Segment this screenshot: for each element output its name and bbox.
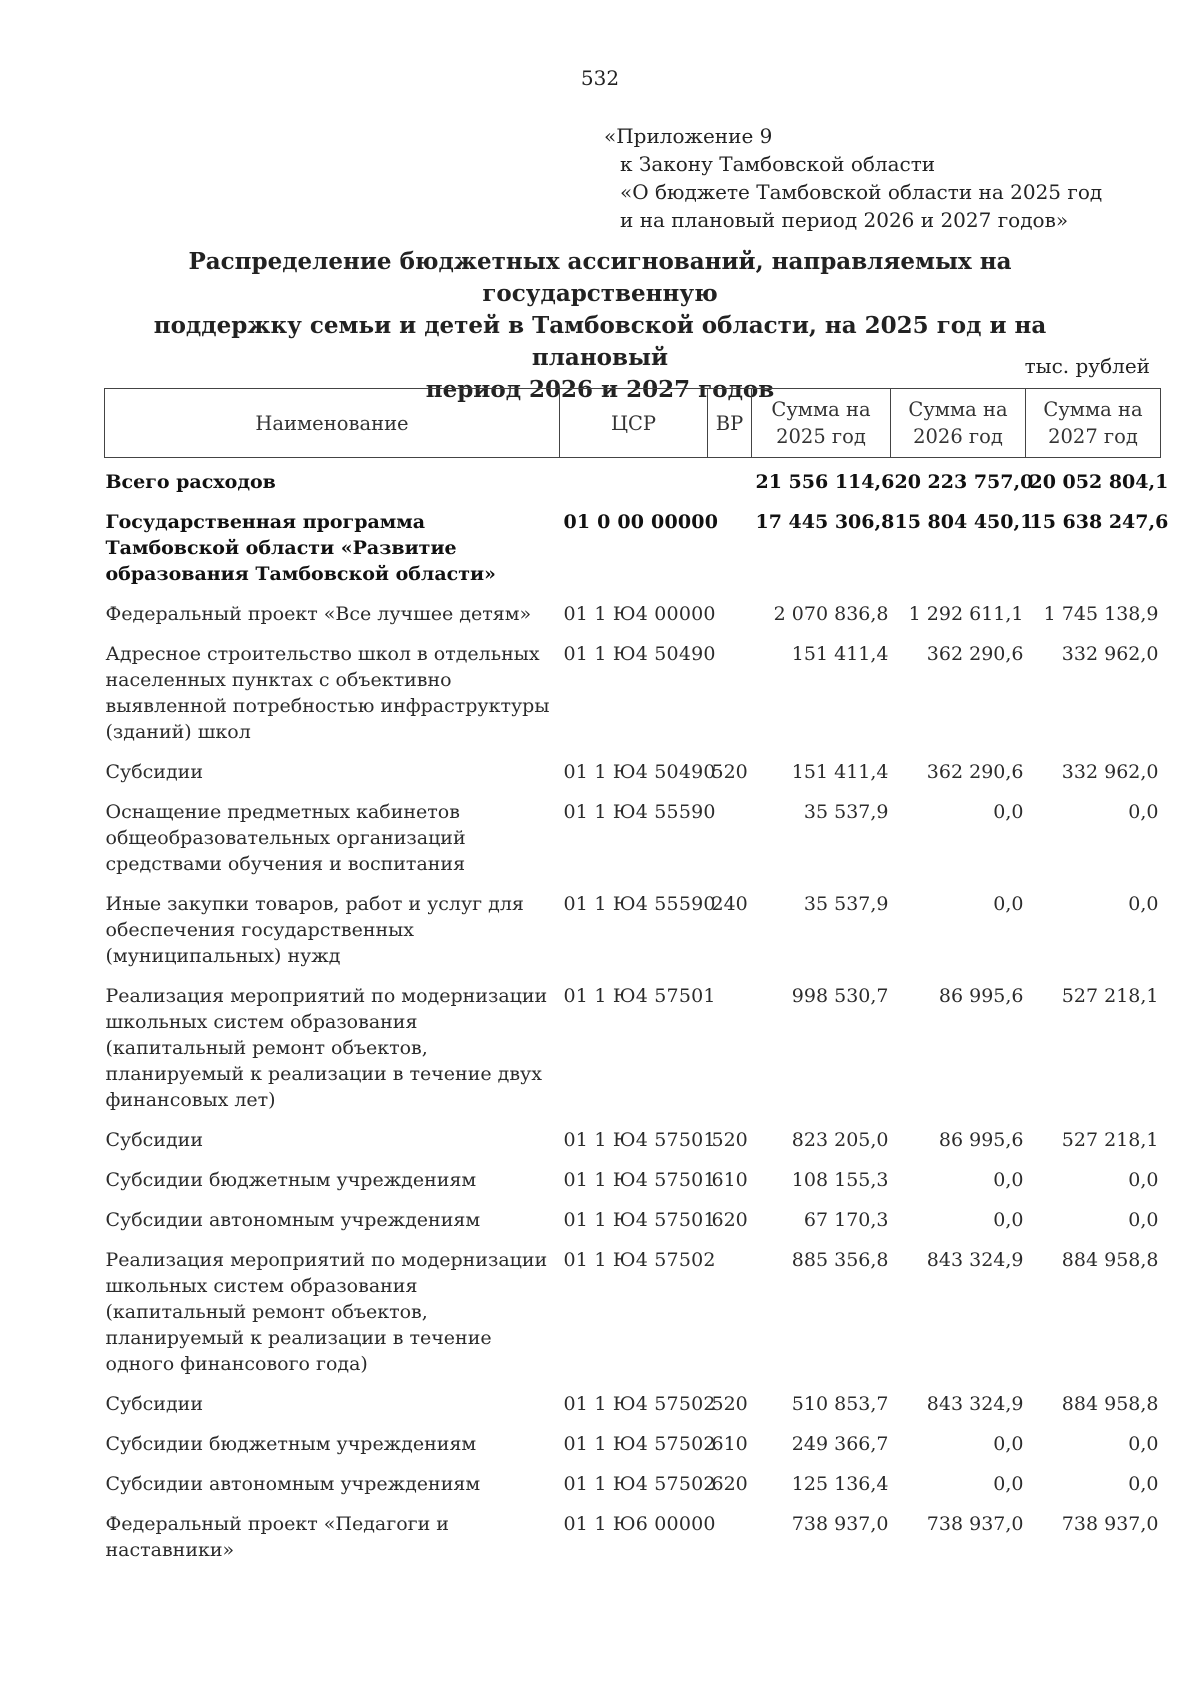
row-sum-2025: 67 170,3 xyxy=(803,1209,889,1231)
row-sum-2026: 362 290,6 xyxy=(926,643,1024,665)
row-sum-2025: 738 937,0 xyxy=(791,1513,889,1535)
row-name: Иные закупки товаров, работ и услуг для обеспечения государственных (муниципальных) нужд xyxy=(105,893,524,967)
row-name: Государственная программа Тамбовской области «Развитие образования Тамбовской области» xyxy=(105,511,496,585)
row-sum-2025: 249 366,7 xyxy=(791,1433,889,1455)
table-row xyxy=(105,1164,1161,1196)
header-2027-line1: Сумма на xyxy=(1043,398,1143,421)
row-sum-2026: 843 324,9 xyxy=(926,1393,1024,1415)
row-vr: 610 xyxy=(711,1433,748,1455)
row-sum-2025: 35 537,9 xyxy=(803,893,889,915)
row-sum-2026: 15 804 450,1 xyxy=(894,511,1034,533)
row-sum-2025: 17 445 306,8 xyxy=(755,511,895,533)
appendix-line: «О бюджете Тамбовской области на 2025 год xyxy=(620,180,1103,204)
row-sum-2026: 0,0 xyxy=(993,1433,1024,1455)
row-sum-2026: 1 292 611,1 xyxy=(908,603,1024,625)
header-csr: ЦСР xyxy=(560,389,708,458)
row-name: Субсидии xyxy=(105,761,203,783)
header-2025-line2: 2025 год xyxy=(776,425,866,448)
row-sum-2026: 362 290,6 xyxy=(926,761,1024,783)
row-sum-2027: 0,0 xyxy=(1128,1209,1159,1231)
row-csr: 01 1 Ю4 57502 xyxy=(563,1249,716,1271)
row-vr: 610 xyxy=(711,1169,748,1191)
row-sum-2025: 998 530,7 xyxy=(791,985,889,1007)
row-sum-2025: 510 853,7 xyxy=(791,1393,889,1415)
row-csr: 01 1 Ю4 57501 xyxy=(563,1169,716,1191)
row-sum-2025: 21 556 114,6 xyxy=(755,471,895,493)
row-name: Реализация мероприятий по модернизации школьных систем образования (капитальный ремонт объектов, планируемый к реализации в течение одного финансового года) xyxy=(105,1249,548,1375)
row-sum-2026: 0,0 xyxy=(993,1473,1024,1495)
header-name: Наименование xyxy=(105,389,560,458)
row-name: Субсидии бюджетным учреждениям xyxy=(105,1433,477,1455)
table-row xyxy=(105,1468,1161,1500)
header-2026 xyxy=(891,389,1026,458)
row-sum-2027: 20 052 804,1 xyxy=(1029,471,1169,493)
row-csr: 01 1 Ю4 57501 xyxy=(563,985,716,1007)
row-name: Адресное строительство школ в отдельных населенных пунктах с объективно выявленной потребностью инфраструктуры (зданий) школ xyxy=(105,643,550,743)
row-csr: 01 1 Ю6 00000 xyxy=(563,1513,716,1535)
row-csr xyxy=(560,466,708,498)
row-vr: 520 xyxy=(711,1129,748,1151)
row-vr: 620 xyxy=(711,1473,748,1495)
title-line: Распределение бюджетных ассигнований, направляемых на государственную xyxy=(188,248,1012,307)
header-2025-line1: Сумма на xyxy=(771,398,871,421)
row-name: Субсидии xyxy=(105,1129,203,1151)
row-sum-2027: 0,0 xyxy=(1128,893,1159,915)
header-2027-line2: 2027 год xyxy=(1048,425,1138,448)
row-csr: 01 1 Ю4 00000 xyxy=(563,603,716,625)
header-2026-line1: Сумма на xyxy=(908,398,1008,421)
row-sum-2027: 527 218,1 xyxy=(1061,985,1159,1007)
row-sum-2027: 0,0 xyxy=(1128,1433,1159,1455)
row-csr: 01 1 Ю4 50490 xyxy=(563,761,716,783)
row-sum-2026: 86 995,6 xyxy=(938,985,1024,1007)
table-row xyxy=(105,888,1161,972)
row-name: Субсидии бюджетным учреждениям xyxy=(105,1169,477,1191)
units-label: тыс. рублей xyxy=(1024,354,1150,378)
header-2025 xyxy=(752,389,891,458)
row-csr: 01 0 00 00000 xyxy=(563,511,719,533)
row-sum-2026: 738 937,0 xyxy=(926,1513,1024,1535)
table-row xyxy=(105,796,1161,880)
table-row xyxy=(105,506,1161,590)
table-row xyxy=(105,756,1161,788)
row-sum-2026: 0,0 xyxy=(993,1169,1024,1191)
title-line: поддержку семьи и детей в Тамбовской области, на 2025 год и на плановый xyxy=(153,312,1047,371)
row-name: Субсидии автономным учреждениям xyxy=(105,1473,481,1495)
row-csr: 01 1 Ю4 57502 xyxy=(563,1393,716,1415)
table-row xyxy=(105,1124,1161,1156)
row-sum-2027: 527 218,1 xyxy=(1061,1129,1159,1151)
row-sum-2025: 151 411,4 xyxy=(791,761,889,783)
row-vr: 520 xyxy=(711,761,748,783)
row-sum-2027: 1 745 138,9 xyxy=(1043,603,1159,625)
page-number: 532 xyxy=(580,66,620,90)
row-sum-2027: 884 958,8 xyxy=(1061,1249,1159,1271)
row-vr: 240 xyxy=(711,893,748,915)
row-sum-2026: 20 223 757,0 xyxy=(894,471,1034,493)
row-vr xyxy=(708,466,752,498)
header-vr: ВР xyxy=(708,389,752,458)
header-2026-line2: 2026 год xyxy=(913,425,1003,448)
table-row xyxy=(105,1204,1161,1236)
row-name: Федеральный проект «Все лучшее детям» xyxy=(105,603,532,625)
row-csr: 01 1 Ю4 57502 xyxy=(563,1433,716,1455)
row-csr: 01 1 Ю4 55590 xyxy=(563,893,716,915)
row-sum-2026: 86 995,6 xyxy=(938,1129,1024,1151)
appendix-line: и на плановый период 2026 и 2027 годов» xyxy=(620,208,1069,232)
row-vr: 520 xyxy=(711,1393,748,1415)
header-2027 xyxy=(1026,389,1161,458)
row-sum-2026: 0,0 xyxy=(993,893,1024,915)
row-sum-2025: 823 205,0 xyxy=(791,1129,889,1151)
table-row xyxy=(105,1508,1161,1566)
table-row xyxy=(105,1388,1161,1420)
row-csr: 01 1 Ю4 57501 xyxy=(563,1209,716,1231)
row-sum-2027: 738 937,0 xyxy=(1061,1513,1159,1535)
appendix-line: «Приложение 9 xyxy=(604,124,773,148)
row-sum-2026: 0,0 xyxy=(993,801,1024,823)
row-name: Субсидии xyxy=(105,1393,203,1415)
row-csr: 01 1 Ю4 55590 xyxy=(563,801,716,823)
row-sum-2026: 843 324,9 xyxy=(926,1249,1024,1271)
row-sum-2025: 125 136,4 xyxy=(791,1473,889,1495)
appendix-line: к Закону Тамбовской области xyxy=(620,152,936,176)
row-sum-2026: 0,0 xyxy=(993,1209,1024,1231)
table-row xyxy=(105,1244,1161,1380)
appendix-header xyxy=(604,122,1102,234)
row-vr: 620 xyxy=(711,1209,748,1231)
table-row xyxy=(105,598,1161,630)
row-sum-2027: 332 962,0 xyxy=(1061,643,1159,665)
table-row xyxy=(105,638,1161,748)
row-name: Оснащение предметных кабинетов общеобразовательных организаций средствами обучения и воспитания xyxy=(105,801,466,875)
row-sum-2025: 885 356,8 xyxy=(791,1249,889,1271)
row-sum-2025: 35 537,9 xyxy=(803,801,889,823)
row-sum-2027: 0,0 xyxy=(1128,1473,1159,1495)
table-body xyxy=(105,458,1169,1567)
row-name: Субсидии автономным учреждениям xyxy=(105,1209,481,1231)
table-row xyxy=(105,466,1161,498)
row-csr: 01 1 Ю4 57501 xyxy=(563,1129,716,1151)
budget-table xyxy=(104,388,1169,1566)
title-line: период 2026 и 2027 годов xyxy=(425,376,775,403)
row-sum-2025: 151 411,4 xyxy=(791,643,889,665)
table-row xyxy=(105,1428,1161,1460)
row-name: Федеральный проект «Педагоги и наставники» xyxy=(105,1513,449,1561)
row-sum-2027: 0,0 xyxy=(1128,1169,1159,1191)
row-name: Всего расходов xyxy=(105,471,276,493)
row-csr: 01 1 Ю4 50490 xyxy=(563,643,716,665)
row-sum-2027: 332 962,0 xyxy=(1061,761,1159,783)
row-csr: 01 1 Ю4 57502 xyxy=(563,1473,716,1495)
document-title xyxy=(100,246,1100,406)
row-sum-2027: 884 958,8 xyxy=(1061,1393,1159,1415)
table-header-row xyxy=(105,389,1161,458)
row-sum-2027: 0,0 xyxy=(1128,801,1159,823)
row-name: Реализация мероприятий по модернизации школьных систем образования (капитальный ремонт объектов, планируемый к реализации в течение двух финансовых лет) xyxy=(105,985,548,1111)
row-sum-2027: 15 638 247,6 xyxy=(1029,511,1169,533)
table-row xyxy=(105,980,1161,1116)
row-sum-2025: 2 070 836,8 xyxy=(773,603,889,625)
row-sum-2025: 108 155,3 xyxy=(791,1169,889,1191)
